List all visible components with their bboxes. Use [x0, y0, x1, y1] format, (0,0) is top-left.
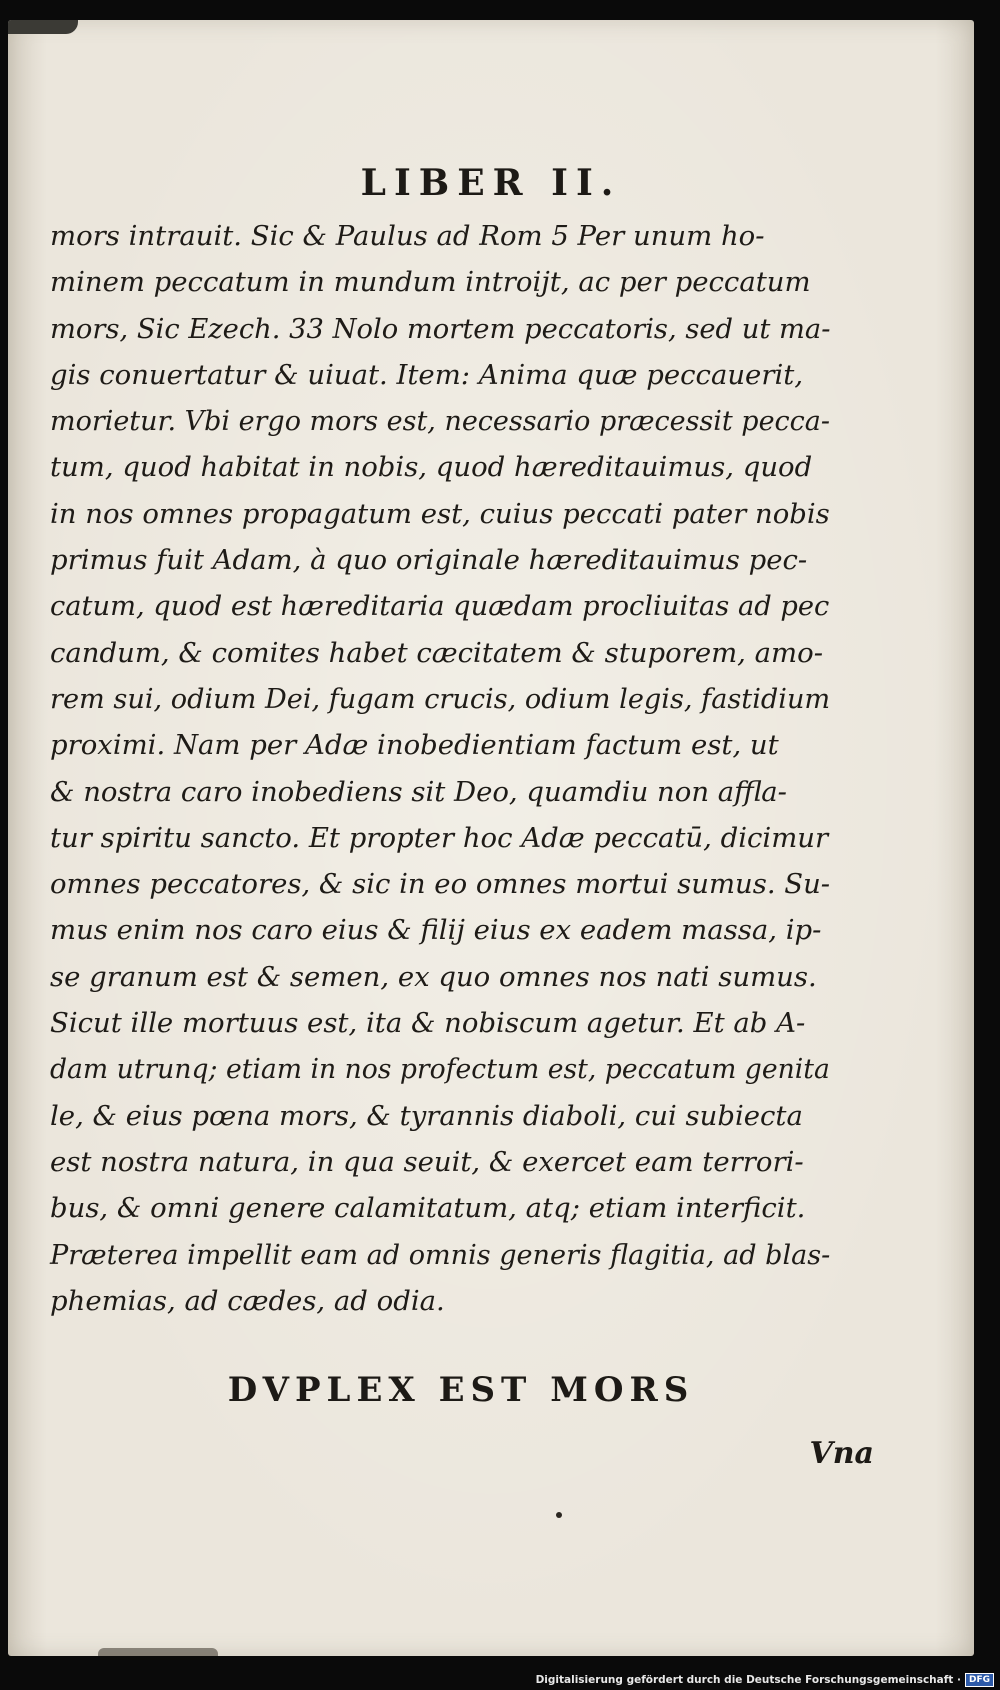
text-line: catum, quod est hæreditaria quædam procliuitas ad pec — [50, 590, 830, 623]
ink-dot — [556, 1512, 562, 1518]
page-bottom-shadow — [98, 1648, 218, 1656]
text-line: primus fuit Adam, à quo originale hæreditauimus pec- — [50, 544, 808, 577]
text-line: proximi. Nam per Adæ inobedientiam factum est, ut — [50, 729, 779, 762]
text-line: & nostra caro inobediens sit Deo, quamdiu non affla- — [50, 775, 787, 808]
text-line: phemias, ad cædes, ad odia. — [50, 1284, 445, 1317]
text-line: morietur. Vbi ergo mors est, necessario præcessit pecca- — [50, 405, 830, 438]
text-line: mors intrauit. Sic & Paulus ad Rom 5 Per unum ho- — [50, 220, 765, 252]
text-line: candum, & comites habet cæcitatem & stuporem, amo- — [50, 636, 823, 669]
text-line: dam utrunq; etiam in nos profectum est, peccatum genita — [50, 1053, 830, 1086]
page-corner-shadow — [8, 20, 78, 34]
text-line: est nostra natura, in qua seuit, & exercet eam terrori- — [50, 1145, 804, 1178]
text-line: mus enim nos caro eius & filij eius ex eadem massa, ip- — [50, 914, 822, 947]
text-line: se granum est & semen, ex quo omnes nos nati sumus. — [50, 960, 817, 993]
dfg-logo-icon: DFG — [965, 1673, 994, 1687]
text-line: in nos omnes propagatum est, cuius peccati pater nobis — [50, 497, 830, 530]
text-line: le, & eius pœna mors, & tyrannis diaboli, cui subiecta — [50, 1099, 803, 1132]
text-line: minem peccatum in mundum introijt, ac per peccatum — [50, 266, 811, 299]
text-line: bus, & omni genere calamitatum, atq; etiam interficit. — [50, 1192, 806, 1225]
text-line: mors, Sic Ezech. 33 Nolo mortem peccatoris, sed ut ma- — [50, 312, 831, 345]
text-line: omnes peccatores, & sic in eo omnes mortui sumus. Su- — [50, 868, 831, 901]
text-line: tur spiritu sancto. Et propter hoc Adæ peccatū, dicimur — [50, 821, 829, 854]
text-line: Sicut ille mortuus est, ita & nobiscum agetur. Et ab A- — [50, 1007, 806, 1040]
running-head: LIBER II. — [360, 162, 622, 204]
text-line: gis conuertatur & uiuat. Item: Anima quæ peccauerit, — [50, 358, 804, 391]
digitization-credit: Digitalisierung gefördert durch die Deutsche Forschungsgemeinschaft · — [535, 1674, 961, 1686]
section-heading: DVPLEX EST MORS — [227, 1370, 695, 1410]
catchword: Vna — [809, 1436, 874, 1471]
text-line: tum, quod habitat in nobis, quod hæreditauimus, quod — [50, 451, 813, 484]
text-line: Præterea impellit eam ad omnis generis flagitia, ad blas- — [50, 1238, 831, 1271]
text-line: rem sui, odium Dei, fugam crucis, odium legis, fastidium — [50, 682, 831, 715]
credit-bar — [536, 1670, 1000, 1690]
body-text — [50, 213, 830, 1324]
book-page — [8, 20, 974, 1656]
